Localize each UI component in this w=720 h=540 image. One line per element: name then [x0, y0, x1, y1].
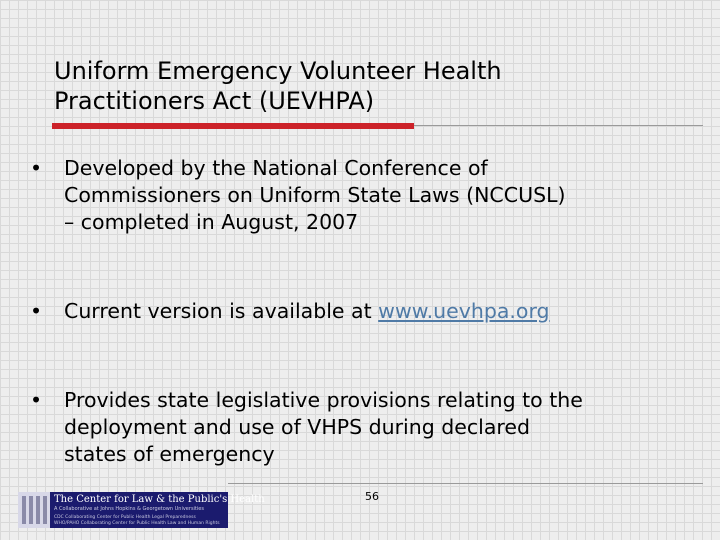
bullet-1-line-1: Developed by the National Conference of	[64, 156, 488, 180]
logo-name: The Center for Law & the Public's Health	[54, 494, 265, 505]
logo-line-4: WHO/PAHO Collaborating Center for Public Health Law and Human Rights	[54, 521, 220, 526]
bullet-1-line-3: – completed in August, 2007	[64, 210, 359, 234]
bullet-dot-icon: •	[30, 156, 43, 180]
center-for-law-logo	[18, 492, 265, 528]
bullet-3-line-2: deployment and use of VHPS during declared	[64, 415, 531, 439]
bullet-item-1	[30, 155, 695, 236]
slide-title-line-2: Practitioners Act (UEVHPA)	[54, 87, 375, 115]
logo-line-3: CDC Collaborating Center for Public Health Legal Preparedness	[54, 515, 196, 520]
bullet-item-3	[30, 387, 695, 468]
slide-title	[54, 56, 674, 116]
bullet-3-line-3: states of emergency	[64, 442, 275, 466]
title-underline-red	[52, 123, 414, 129]
bullet-3-line-1: Provides state legislative provisions relating to the	[64, 388, 583, 412]
bullet-dot-icon: •	[30, 299, 43, 323]
uevhpa-link[interactable]: www.uevhpa.org	[378, 299, 550, 323]
bullet-2-text: Current version is available at	[64, 299, 379, 323]
pillars-icon	[18, 492, 50, 528]
bullet-1-line-2: Commissioners on Uniform State Laws (NCCUSL)	[64, 183, 566, 207]
title-underline-grey	[414, 125, 703, 126]
footer-rule	[228, 483, 703, 484]
logo-subtitle: A Collaborative at Johns Hopkins & Georgetown Universities	[54, 506, 204, 512]
bullet-item-2	[30, 298, 695, 325]
page-number: 56	[365, 490, 379, 503]
bullet-dot-icon: •	[30, 388, 43, 412]
slide-title-line-1: Uniform Emergency Volunteer Health	[54, 57, 502, 85]
